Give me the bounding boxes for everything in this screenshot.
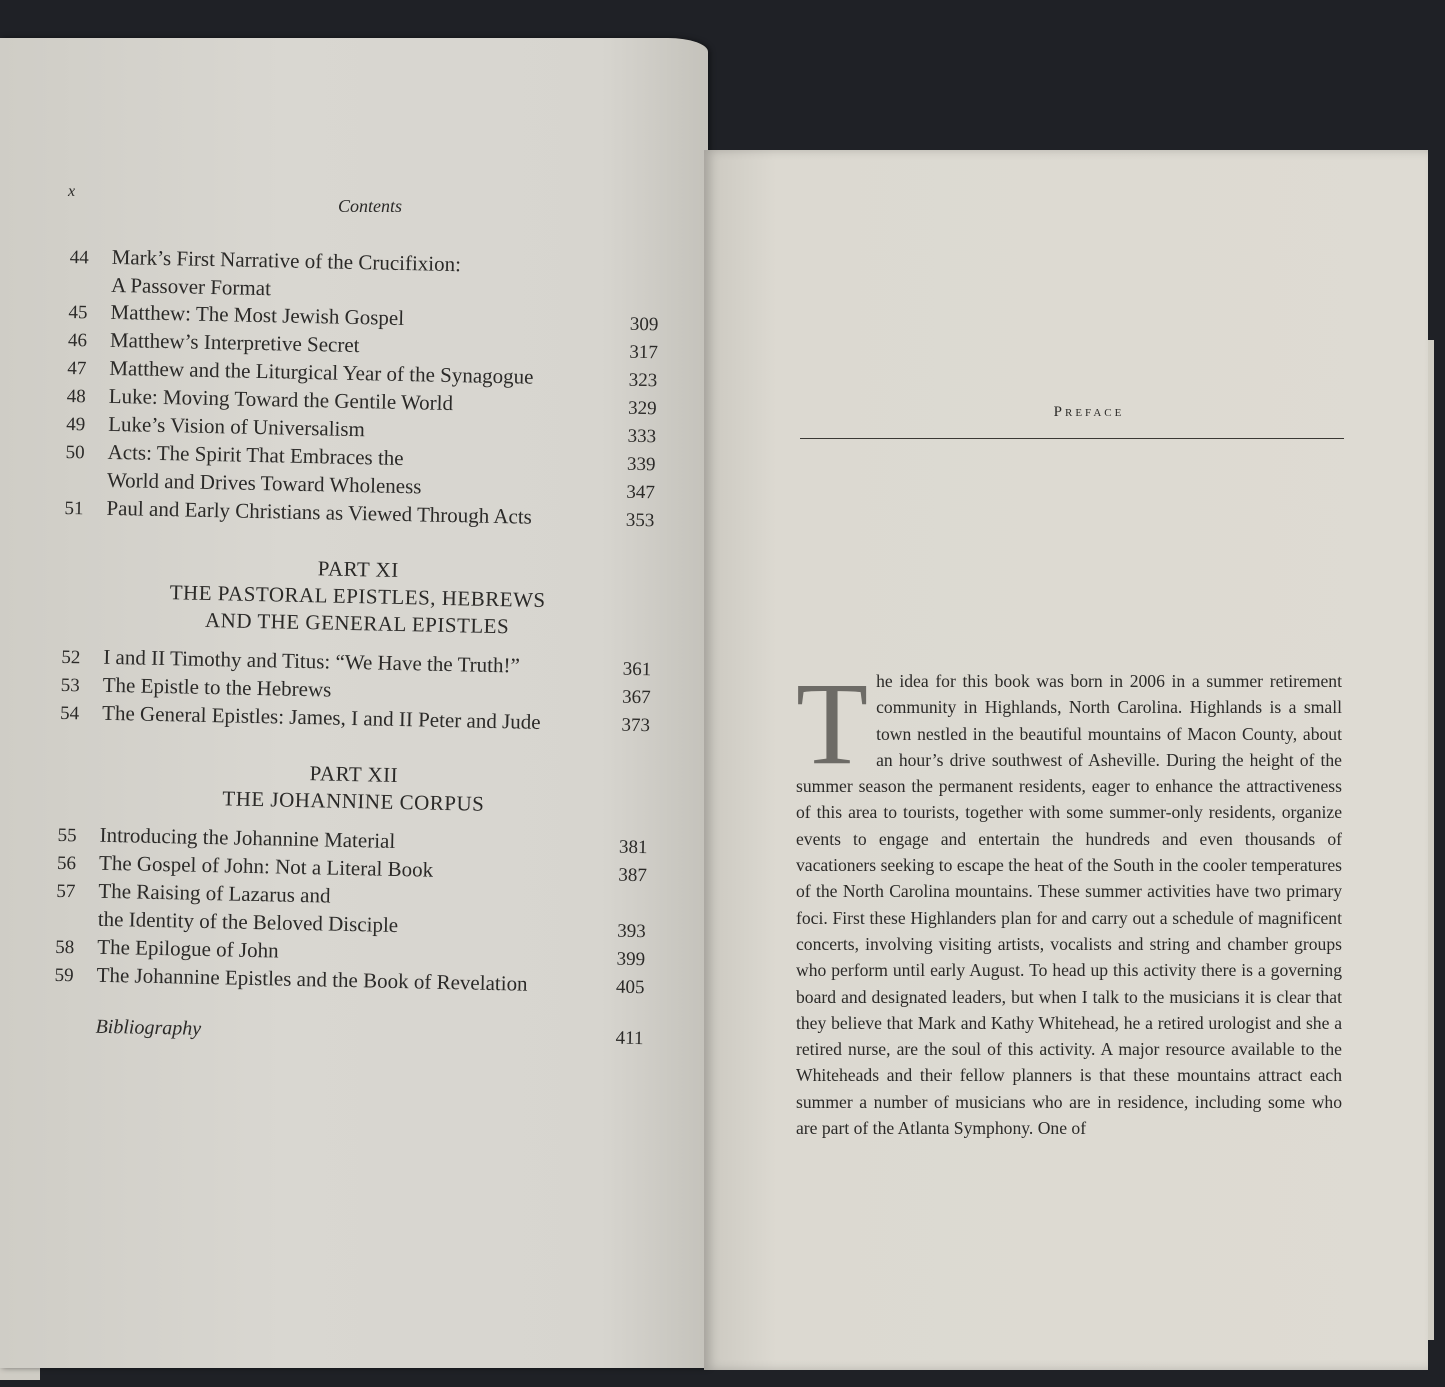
toc-entry-num: 54 xyxy=(59,702,80,725)
part-title: AND THE GENERAL EPISTLES xyxy=(204,607,510,639)
toc-entry-num: 49 xyxy=(65,413,86,436)
toc-entry-title: Luke’s Vision of Universalism xyxy=(107,411,366,442)
toc-entry-num: 48 xyxy=(66,385,87,408)
toc-entry-bibliography xyxy=(53,1015,643,1050)
toc-group-part-xi xyxy=(60,643,652,739)
preface-heading: Preface xyxy=(1053,404,1125,420)
toc-entry-page: 329 xyxy=(627,397,657,420)
toc-entry-page: 347 xyxy=(626,481,656,504)
toc-group-part-x xyxy=(64,243,660,534)
left-page xyxy=(0,38,708,1368)
toc-entry-num: 44 xyxy=(69,246,89,269)
toc-entry-num: 46 xyxy=(67,329,88,352)
preface-paragraph: he idea for this book was born in 2006 in a summer retirement community in Highlands, North Carolina. Highlands is a small town nestled in the beautiful mountains of Macon County, about an hour’s drive southwest of Asheville. During the height of the summer season the permanent residents, eager to enhance the attractiveness of this area to tourists, together with some summer-only residents, organize events to engage and entertain the hundreds and even thousands of vacationers seeking to escape the heat of the South in the cooler temperatures of the North Carolina mountains. These summer activities have two primary foci. First these Highlanders plan for and carry out a schedule of magnificent concerts, involving visiting artists, vocalists and string and chamber groups who perform until early August. To head up this activity there is a governing board and designated leaders, but when I talk to the musicians it is clear that they believe that Mark and Kathy Whitehead, he a retired urologist and she a retired nurse, are the soul of this activity. A major resource available to the Whiteheads and their fellow planners is that these mountains attract each summer a number of musicians who are in residence, including some who are part of the Atlanta Symphony. One of xyxy=(796,671,1342,1139)
toc-entry-title: Matthew and the Liturgical Year of the Synagogue xyxy=(109,355,534,389)
toc-entry-num: 53 xyxy=(60,674,80,697)
toc-entry-title: Acts: The Spirit That Embraces the xyxy=(107,439,404,471)
toc-entry-title: the Identity of the Beloved Disciple xyxy=(97,906,399,938)
table-of-contents xyxy=(53,243,660,1050)
toc-entry-title: Bibliography xyxy=(95,1015,202,1040)
toc-entry-title: World and Drives Toward Wholeness xyxy=(106,467,422,499)
toc-entry-title: Paul and Early Christians as Viewed Through Acts xyxy=(106,495,533,529)
toc-entry-page: 323 xyxy=(628,369,658,392)
right-page xyxy=(704,150,1428,1370)
toc-entry-title: The Gospel of John: Not a Literal Book xyxy=(98,850,434,882)
toc-entry-title: A Passover Format xyxy=(110,272,272,301)
toc-entry-num xyxy=(56,925,98,926)
toc-entry-page xyxy=(613,302,659,303)
toc-entry-page: 339 xyxy=(626,453,656,476)
toc-entry-page xyxy=(613,274,659,275)
heading-rule xyxy=(800,438,1344,439)
toc-entry-page: 399 xyxy=(616,948,646,971)
toc-entry-num: 51 xyxy=(64,497,84,520)
toc-entry-page: 373 xyxy=(621,714,651,737)
toc-entry-title: Matthew’s Interpretive Secret xyxy=(109,327,360,358)
toc-entry-num: 47 xyxy=(67,357,87,380)
toc-entry-page: 333 xyxy=(627,425,657,448)
toc-entry-title: Mark’s First Narrative of the Crucifixion: xyxy=(111,244,462,277)
toc-entry-title: The General Epistles: James, I and II Peter and Jude xyxy=(101,700,541,734)
toc-entry-num: 45 xyxy=(68,301,88,324)
toc-entry-title: I and II Timothy and Titus: “We Have the Truth!” xyxy=(103,644,521,678)
toc-entry-num xyxy=(69,291,111,292)
part-label: PART XI xyxy=(317,556,399,582)
toc-entry-num: 58 xyxy=(55,936,75,959)
toc-entry-title: The Raising of Lazarus and xyxy=(98,878,331,908)
toc-entry-title: Luke: Moving Toward the Gentile World xyxy=(108,383,454,416)
page-number: x xyxy=(68,183,76,200)
toc-entry-num: 59 xyxy=(54,964,74,987)
running-head: Contents xyxy=(337,196,402,216)
toc-entry-title: The Johannine Epistles and the Book of Revelation xyxy=(96,962,528,996)
toc-entry-page: 367 xyxy=(621,686,651,709)
toc-entry-title: The Epilogue of John xyxy=(97,934,279,963)
toc-entry-page: 381 xyxy=(618,836,648,859)
toc-entry-num: 52 xyxy=(61,646,81,669)
toc-entry-num: 57 xyxy=(56,880,76,903)
toc-entry-title: Matthew: The Most Jewish Gospel xyxy=(110,299,405,331)
toc-entry-num xyxy=(65,486,107,487)
toc-entry-page xyxy=(600,908,646,909)
toc-entry-title: The Epistle to the Hebrews xyxy=(102,672,332,702)
part-label: PART XII xyxy=(309,761,399,787)
toc-entry-page: 353 xyxy=(625,509,655,532)
part-title: THE JOHANNINE CORPUS xyxy=(222,786,485,816)
toc-entry-page: 405 xyxy=(615,976,645,999)
toc-entry-title: Introducing the Johannine Material xyxy=(99,822,396,853)
toc-entry-page: 393 xyxy=(616,920,646,943)
toc-entry-num: 56 xyxy=(56,852,77,875)
toc-entry-page: 411 xyxy=(615,1027,644,1050)
toc-entry-page: 387 xyxy=(618,864,648,887)
toc-entry-page: 317 xyxy=(629,341,659,364)
toc-group-part-xii xyxy=(54,821,647,1001)
toc-entry-num: 50 xyxy=(65,441,85,464)
toc-entry-page: 361 xyxy=(622,658,652,681)
part-title: THE PASTORAL EPISTLES, HEBREWS xyxy=(169,580,546,613)
toc-entry-num: 55 xyxy=(57,824,77,847)
preface-body xyxy=(796,658,1342,1141)
drop-cap: T xyxy=(796,658,869,789)
toc-entry-page: 309 xyxy=(629,313,659,336)
